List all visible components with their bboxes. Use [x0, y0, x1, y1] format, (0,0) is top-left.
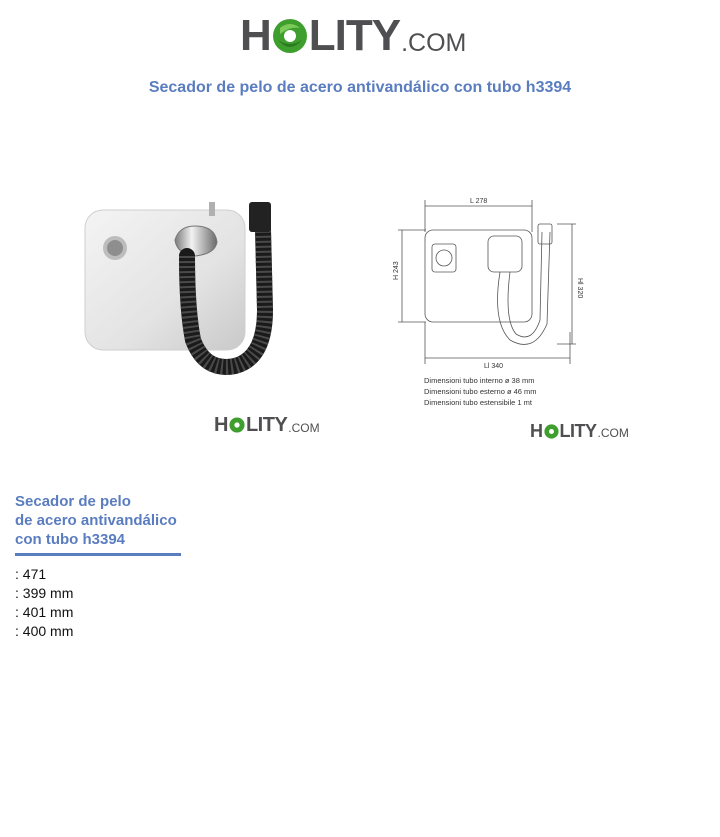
holity-logo-small: [214, 415, 320, 435]
drawing-note: Dimensioni tubo esterno ø 46 mm: [424, 387, 537, 396]
product-name-line: de acero antivandálico: [15, 512, 177, 529]
product-photo: [75, 190, 300, 395]
green-ball-icon: [544, 424, 559, 439]
logo-letter-h: H: [214, 414, 228, 436]
page-title: Secador de pelo de acero antivandálico con tubo h3394: [148, 79, 572, 96]
technical-drawing: [392, 192, 582, 417]
logo-letter-h: H: [530, 421, 543, 441]
holity-logo[interactable]: [240, 11, 467, 60]
product-name-line: con tubo h3394: [15, 531, 126, 548]
product-name: [15, 492, 177, 549]
logo-letters-lity: LITY: [308, 11, 401, 60]
dim-height-label: H 243: [393, 261, 400, 280]
logo-suffix: .COM: [597, 426, 629, 440]
green-ball-icon: [272, 18, 308, 54]
title-underline: [15, 553, 181, 556]
holity-logo-small: [530, 422, 629, 440]
logo-letter-h: H: [240, 11, 271, 60]
logo-suffix: .COM: [401, 29, 467, 57]
drawing-note: Dimensioni tubo interno ø 38 mm: [424, 376, 535, 385]
dim-width-label: L 278: [470, 198, 488, 205]
drawing-note: Dimensioni tubo estensibile 1 mt: [424, 398, 532, 407]
spec-item: : 401 mm: [15, 604, 74, 620]
spec-item: : 399 mm: [15, 585, 74, 601]
green-ball-icon: [229, 417, 245, 433]
dim-total-height-label: Hl 320: [576, 278, 583, 299]
logo-letters-lity: LITY: [245, 414, 288, 436]
logo-wordmark: [240, 11, 401, 60]
spec-item: : 471: [15, 566, 47, 582]
spec-list: [15, 565, 73, 641]
logo-letters-lity: LITY: [559, 421, 597, 441]
dim-total-width-label: Ll 340: [484, 363, 504, 370]
spec-item: : 400 mm: [15, 623, 74, 639]
logo-suffix: .COM: [288, 421, 320, 435]
product-name-line: Secador de pelo: [15, 493, 131, 510]
